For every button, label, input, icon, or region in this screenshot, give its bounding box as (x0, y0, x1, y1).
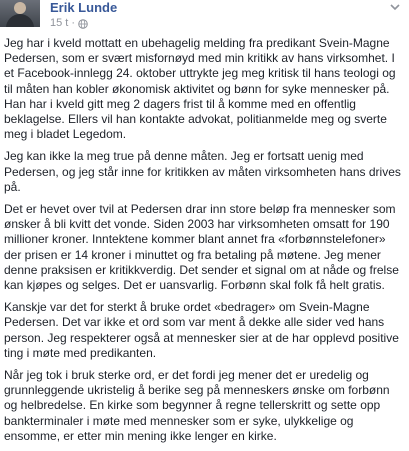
avatar-body (6, 14, 34, 27)
chevron-down-icon[interactable] (389, 2, 401, 12)
post-timestamp[interactable]: 15 t (50, 17, 69, 29)
post-paragraph: Når jeg tok i bruk sterke ord, er det fordi jeg mener det er uredelig og grunnleggende ukristelig å berike seg på menneskers ønske om forbønn og helbredelse. En kirke som begynner å regne tellerskritt og sette opp bankterminaler i møte med mennesker som er syke, ulykkelige og ensomme, er etter min mening ikke lenger en kirke. (4, 368, 390, 443)
post-body (4, 36, 402, 451)
author-name[interactable]: Erik Lunde (50, 0, 118, 15)
post-paragraph: Jeg har i kveld mottatt en ubehagelig melding fra predikant Svein-Magne Pedersen, som er svært misfornøyd med min kritikk av hans virksomhet. I et Facebook-innlegg 24. oktober uttrykte jeg meg kritisk til hans teologi og til måten han kobler økonomisk aktivitet og bønn for syke mennesker på. Han har i kveld gitt meg 2 dagers frist til å komme med en offentlig beklagelse. Ellers vil han kontakte advokat, politianmelde meg og sverte meg i bladet Legedom. (4, 36, 396, 142)
globe-icon (78, 19, 88, 29)
avatar[interactable] (0, 0, 40, 27)
post-paragraph: Det er hevet over tvil at Pedersen drar inn store beløp fra mennesker som ønsker å bli kvitt det vonde. Siden 2003 har virksomheten omsatt for 190 millioner kroner. Inntektene kommer blant annet fra «forbønnstelefoner» der prisen er 14 kroner i minuttet og fra betaling på møtene. Jeg mener denne praksisen er kritikkverdig. Det sender et signal om at nåde og frelse kan kjøpes og selges. Det er uansvarlig. Forbønn skal folk få helt gratis. (4, 202, 399, 293)
post-paragraph: Jeg kan ikke la meg true på denne måten. Jeg er fortsatt uenig med Pedersen, og jeg står inne for kritikken av måten virksomheten hans drives på. (4, 149, 401, 194)
post-paragraph: Kanskje var det for sterkt å bruke ordet «bedrager» om Svein-Magne Pedersen. Det var ikke et ord som var ment å dekke alle sider ved hans person. Jeg respekterer også at mennesker sier at de har opplevd positive ting i møte med predikanten. (4, 300, 399, 360)
post-meta (50, 17, 88, 30)
avatar-head (14, 2, 26, 14)
meta-separator: · (71, 17, 76, 29)
